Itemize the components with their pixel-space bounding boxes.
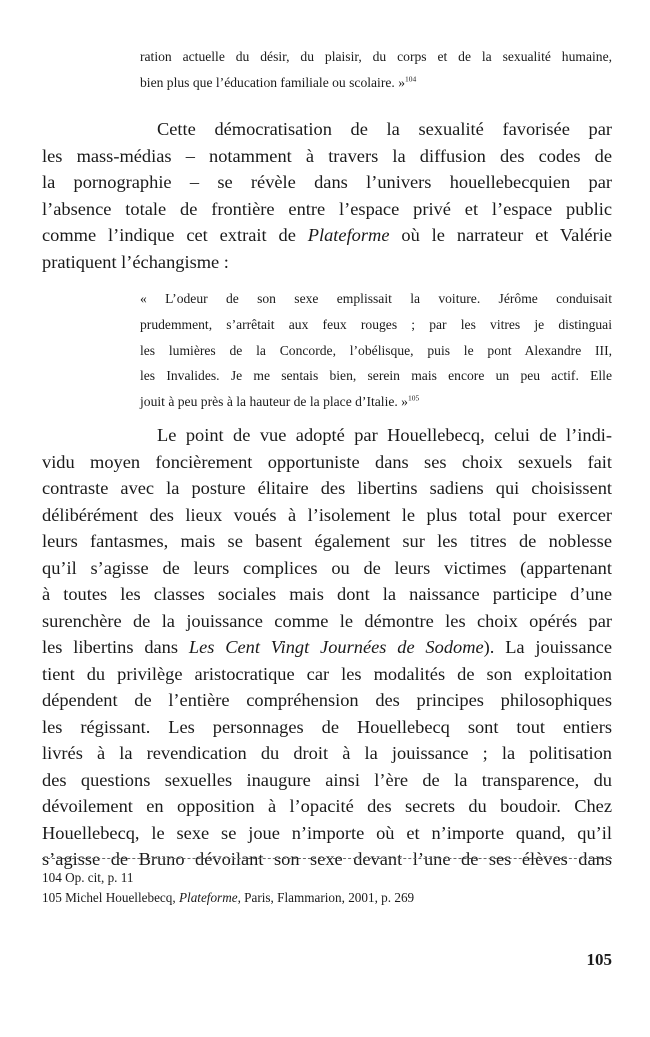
text-line (42, 249, 612, 276)
text-segment: pratiquent l’échangisme : (42, 251, 229, 272)
text-segment: tient du privilège aristocratique car les modalités de son exploitation (42, 663, 612, 684)
paragraph-democratisation (42, 116, 612, 275)
footnote-reference: 105 (407, 393, 420, 403)
text-segment: qu’il s’agisse de leurs complices ou de leurs victimes (appartenant (42, 557, 612, 578)
text-segment: prudemment, s’arrêtait aux feux rouges ; par les vitres je distinguai (140, 316, 612, 332)
text-line (140, 44, 612, 70)
text-segment: les régissant. Les personnages de Houellebecq sont tout entiers (42, 716, 612, 737)
text-line (42, 449, 612, 476)
text-line (42, 820, 612, 847)
footnote-separator (42, 858, 612, 859)
text-line (42, 793, 612, 820)
text-segment: surenchère de la jouissance comme le démontre les choix opérés par (42, 610, 612, 631)
text-segment: livrés à la revendication du droit à la jouissance ; la politisation (42, 743, 612, 763)
text-segment: 105 Michel Houellebecq, (42, 889, 179, 905)
text-line (42, 767, 612, 794)
text-line (140, 70, 612, 96)
text-segment: ration actuelle du désir, du plaisir, du corps et de la sexualité humaine, (140, 49, 612, 64)
text-segment: contraste avec la posture élitaire des libertins sadiens qui choisissent (42, 478, 612, 498)
text-segment: les mass-médias – notamment à travers la diffusion des codes de (42, 145, 612, 166)
text-line (140, 312, 612, 338)
text-line (140, 338, 612, 364)
text-line (42, 634, 612, 661)
text-segment: dépendent de l’entière compréhension des principes philosophiques (42, 690, 612, 710)
text-line (42, 196, 612, 223)
italic-title: Plateforme (178, 889, 238, 905)
text-line (42, 475, 612, 502)
text-line (42, 528, 612, 555)
text-line (42, 422, 612, 449)
text-segment: bien plus que l’éducation familiale ou scolaire. » (140, 74, 405, 90)
text-segment: Le point de vue adopté par Houellebecq, celui de l’indi- (157, 425, 612, 445)
text-segment: les libertins dans (42, 637, 189, 657)
text-segment: comme l’indique cet extrait de (42, 225, 308, 245)
text-segment: jouit à peu près à la hauteur de la place d’Italie. » (140, 394, 408, 410)
text-line (42, 502, 612, 529)
text-line (42, 661, 612, 688)
text-segment: ). La jouissance (483, 637, 613, 657)
footnotes (42, 868, 414, 907)
text-line (42, 714, 612, 741)
text-segment: les lumières de la Concorde, l’obélisque, puis le pont Alexandre III, (140, 342, 612, 358)
text-line (42, 608, 612, 635)
text-line (140, 389, 612, 415)
text-line (42, 687, 612, 714)
text-line (42, 116, 612, 143)
page-number: 105 (586, 950, 612, 969)
text-segment: Houellebecq, le sexe se joue n’importe où et n’importe quand, qu’il (42, 822, 612, 843)
text-segment: dévoilement en opposition à l’opacité des secrets du boudoir. Chez (42, 796, 612, 816)
text-segment: délibérément des lieux voués à l’isolement le plus total pour exercer (42, 504, 612, 525)
text-segment: leurs fantasmes, mais se basent également sur les titres de noblesse (42, 531, 612, 551)
text-line (140, 363, 612, 389)
italic-title: Les Cent Vingt Journées de Sodome (188, 637, 484, 657)
text-segment: des questions sexuelles inaugure ainsi l’ère de la transparence, du (42, 769, 612, 790)
text-segment: à toutes les classes sociales mais dont la naissance participe d’une (42, 584, 612, 604)
block-quote-continuation (140, 44, 612, 96)
text-line (42, 868, 414, 888)
text-line (140, 286, 612, 312)
text-line (42, 222, 612, 249)
text-line (42, 581, 612, 608)
text-segment: où le narrateur et Valérie (389, 225, 612, 245)
text-line (42, 740, 612, 767)
text-segment: l’absence totale de frontière entre l’espace privé et l’espace public (42, 198, 612, 219)
block-quote-plateforme (140, 286, 612, 415)
text-segment: s’agisse de Bruno dévoilant son sexe devant l’une de ses élèves dans (42, 849, 612, 869)
footnote-reference: 104 (405, 74, 417, 84)
text-segment: la pornographie – se révèle dans l’univers houellebecquien par (42, 172, 612, 192)
text-segment: Cette démocratisation de la sexualité favorisée par (157, 119, 612, 139)
text-segment: 104 Op. cit, p. 11 (42, 870, 134, 885)
text-segment: , Paris, Flammarion, 2001, p. 269 (237, 889, 415, 905)
text-segment: vidu moyen foncièrement opportuniste dans ses choix sexuels fait (42, 451, 612, 472)
text-line (42, 888, 414, 908)
text-line (42, 143, 612, 170)
paragraph-point-de-vue (42, 422, 612, 873)
text-segment: « L’odeur de son sexe emplissait la voiture. Jérôme conduisait (140, 291, 612, 306)
text-line (42, 555, 612, 582)
text-line (42, 169, 612, 196)
text-segment: les Invalides. Je me sentais bien, serein mais encore un peu actif. Elle (140, 368, 612, 384)
italic-title: Plateforme (307, 225, 390, 245)
